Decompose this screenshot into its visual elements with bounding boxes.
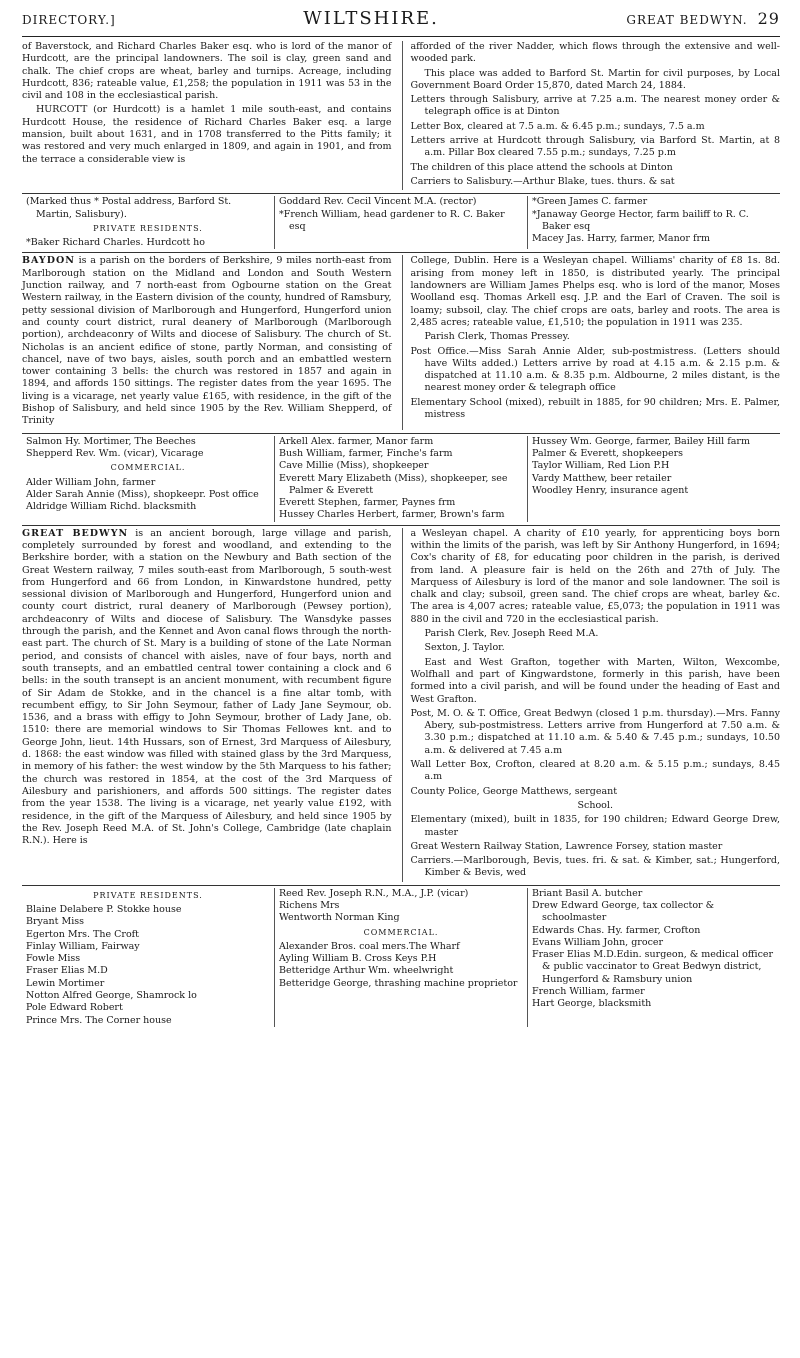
header-right bbox=[626, 9, 780, 28]
list-item: Ayling William B. Cross Keys P.H bbox=[279, 953, 437, 965]
baydon-residents bbox=[22, 436, 780, 522]
paragraph: afforded of the river Nadder, which flows through the extensive and well-wooded park. bbox=[410, 41, 780, 65]
divider bbox=[22, 433, 780, 434]
list-item: Blaine Delabere P. Stokke house bbox=[26, 904, 182, 915]
list-item: Evans William John, grocer bbox=[532, 936, 664, 948]
list-item: (Marked thus * Postal address, Barford St. Martin, Salisbury). bbox=[26, 196, 232, 220]
list-column bbox=[22, 888, 274, 1027]
list-item: Hart George, blacksmith bbox=[532, 998, 652, 1010]
paragraph: Post Office.—Miss Sarah Annie Alder, sub-postmistress. (Letters should have Wilts added.) Letters arrive by road at 4.15 a.m. & 2.15 p.m. & dispatched at 11.10 a.m. & 8.35 p.m. Aldbourne, 2 miles distant, is the nearest money order & telegraph office bbox=[410, 345, 780, 394]
list-item: Pole Edward Robert bbox=[26, 1002, 123, 1014]
great-bedwyn-residents bbox=[22, 888, 780, 1027]
section-baydon-left bbox=[22, 255, 392, 429]
list-item: Richens Mrs bbox=[279, 900, 340, 911]
list-item: Alder Sarah Annie (Miss), shopkeepr. Post office bbox=[26, 488, 259, 500]
divider bbox=[22, 252, 780, 253]
paragraph: Sexton, J. Taylor. bbox=[424, 642, 505, 654]
section-hurdcott bbox=[22, 41, 780, 190]
list-item: Goddard Rev. Cecil Vincent M.A. (rector) bbox=[279, 196, 477, 208]
list-item: Woodley Henry, insurance agent bbox=[532, 484, 689, 496]
list-item: Betteridge George, thrashing machine proprietor bbox=[279, 977, 518, 989]
paragraph: Letters through Salisbury, arrive at 7.25 a.m. The nearest money order & telegraph office is at Dinton bbox=[410, 94, 780, 118]
paragraph: Letter Box, cleared at 7.5 a.m. & 6.45 p.m.; sundays, 7.5 a.m bbox=[410, 120, 705, 132]
paragraph: HURCOTT (or Hurdcott) is a hamlet 1 mile south-east, and contains Hurdcott House, the residence of Richard Charles Baker esq. a large mansion, built about 1631, and in 1708 transferred to the Pitts family; it was restored and very much enlarged in 1809, and again in 1901, and from the terrace a considerable view is bbox=[22, 104, 392, 165]
header-county: WILTSHIRE. bbox=[303, 8, 439, 29]
paragraph-text: is an ancient borough, large village and parish, completely surrounded by forest and woodland, and extending to the Berkshire border, with a station on the Newbury and Bath section of the Great Western railway, 7 miles south-east from Marlborough, 5 south-west from Hungerford and 66 from London, in Kinwardstone hundred, petty sessional division of Marlborough and Hungerford, Hungerford union and county court district, rural deanery of Marlborough (Pewsey portion), archdeaconry of Wilts and diocese of Salisbury. The Wansdyke passes through the parish, and the Kennet and Avon canal flows through the north-east part. The church of St. Mary is a building of stone of the Late Norman period, and consists of chancel with aisles, nave of four bays, north and south transepts, and an embattled central tower containing a clock and 6 bells: in the south transept is an ancient monument, with recumbent figure of Sir Adam de Stokke, and in the chancel is a fine altar tomb, with recumbent effigy, to Sir John Seymour, father of Lady Jane Seymour, ob. 1536, and a brass with effigy to John Seymour, brother of Lady Jane, ob. 1510: there are memorial windows to Sir Thomas Fellowes knt. and to George John, lieut. 14th Hussars, son of Ernest, 3rd Marquess of Ailesbury, d. 1868: the east window was filled with stained glass by the 3rd Marquess, in memory of his father: the west window by the 5th Marquess to his father; the church was restored in 1854, at the cost of the 3rd Marquess of Ailesbury and parishioners, and affords 500 sittings. The register dates from the year 1538. The living is a vicarage, net yearly value £192, with residence, in the gift of the Marquess of Ailesbury, and held since 1905 by the Rev. Joseph Reed M.A. of St. John's College, Cambridge (late chaplain R.N.). Here is bbox=[22, 527, 392, 847]
list-item: Taylor William, Red Lion P.H bbox=[532, 460, 670, 472]
paragraph: Elementary School (mixed), rebuilt in 1885, for 90 children; Mrs. E. Palmer, mistress bbox=[410, 396, 780, 421]
paragraph-text: is a parish on the borders of Berkshire, 9 miles north-east from Marlborough station on the Midland and London and South Western Junction railway, and 7 north-east from Ogbourne station on the Great Western railway, in the Eastern division of the county, hundred of Ramsbury, petty sessional division of Marlborough and Hungerford, Hungerford union and county court district, rural deanery of Marlborough (Marlborough portion), archdeaconry of Wilts and diocese of Salisbury. The church of St. Nicholas is an ancient edifice of stone, partly Norman, and consisting of chancel, nave of two bays, aisles, south porch and an embattled western tower containing 3 bells: the church was restored in 1857 and again in 1894, and affords 150 sittings. The register dates from the year 1695. The living is a vicarage, net yearly value £165, with residence, in the gift of the Bishop of Salisbury, and held since 1905 by the Rev. William Shepperd, of Trinity bbox=[22, 255, 392, 427]
hurdcott-residents bbox=[22, 196, 780, 249]
section-great-bedwyn-right bbox=[402, 528, 781, 882]
place-name: GREAT BEDWYN bbox=[22, 527, 129, 539]
paragraph: Elementary (mixed), built in 1835, for 190 children; Edward George Drew, master bbox=[410, 814, 780, 838]
list-item: Notton Alfred George, Shamrock lo bbox=[26, 990, 197, 1002]
paragraph: Parish Clerk, Rev. Joseph Reed M.A. bbox=[424, 628, 599, 640]
list-item: Shepperd Rev. Wm. (vicar), Vicarage bbox=[26, 447, 204, 459]
list-item: Fraser Elias M.D bbox=[26, 965, 108, 977]
list-item: *French William, head gardener to R. C. Baker esq bbox=[279, 208, 505, 232]
page-header bbox=[22, 8, 780, 37]
paragraph: East and West Grafton, together with Marten, Wilton, Wexcombe, Wolfhall and part of Kingwardstone, formerly in this parish, have been formed into a civil parish, and will be found under the heading of East and West Grafton. bbox=[410, 656, 780, 705]
subheading: COMMERCIAL. bbox=[363, 927, 439, 937]
paragraph: a Wesleyan chapel. A charity of £10 yearly, for apprenticing boys born within the limits of the parish, was left by Sir Anthony Hungerford, in 1694; Cox's charity of £8, for educating poor children in the parish, is derived from land. A pleasure fair is held on the 26th and 27th of July. The Marquess of Ailesbury is lord of the manor and sole landowner. The soil is chalk and clay; subsoil, green sand. The chief crops are wheat, barley &c. The area is 4,007 acres; rateable value, £5,073; the population in 1911 was 880 in the civil and 720 in the ecclesiastical parish. bbox=[410, 527, 780, 625]
list-column bbox=[274, 888, 527, 1027]
list-item: Macey Jas. Harry, farmer, Manor frm bbox=[532, 233, 711, 245]
place-name: BAYDON bbox=[22, 255, 75, 267]
list-item: Salmon Hy. Mortimer, The Beeches bbox=[26, 435, 196, 447]
section-hurdcott-left bbox=[22, 41, 392, 190]
section-great-bedwyn bbox=[22, 528, 780, 882]
paragraph: Carriers.—Marlborough, Bevis, tues. fri. & sat. & Kimber, sat.; Hungerford, Kimber & Bevis, wed bbox=[410, 855, 780, 879]
list-item: Wentworth Norman King bbox=[279, 912, 400, 924]
list-item: Bush William, farmer, Finche's farm bbox=[279, 447, 453, 459]
section-hurdcott-right bbox=[402, 41, 781, 190]
list-column bbox=[527, 888, 780, 1027]
paragraph bbox=[22, 255, 392, 427]
subheading: COMMERCIAL. bbox=[110, 463, 186, 473]
paragraph: Letters arrive at Hurdcott through Salisbury, via Barford St. Martin, at 8 a.m. Pillar Box cleared 7.55 p.m.; sundays, 7.25 p.m bbox=[410, 135, 780, 159]
paragraph: Post, M. O. & T. Office, Great Bedwyn (closed 1 p.m. thursday).—Mrs. Fanny Abery, sub-postmistress. Letters arrive from Hungerford at 7.50 a.m. & 3.30 p.m.; dispatched at 11.10 a.m. & 5.40 & 7.45 p.m.; sundays, 10.50 a.m. & delivered at 7.45 a.m bbox=[410, 707, 780, 756]
list-item: *Baker Richard Charles. Hurdcott ho bbox=[26, 237, 205, 249]
paragraph: This place was added to Barford St. Martin for civil purposes, by Local Government Board Order 15,870, dated March 24, 1884. bbox=[410, 67, 780, 91]
list-item: Briant Basil A. butcher bbox=[532, 887, 643, 899]
list-item: Drew Edward George, tax collector & schoolmaster bbox=[532, 900, 715, 924]
directory-page bbox=[22, 8, 780, 1027]
paragraph: The children of this place attend the schools at Dinton bbox=[410, 161, 673, 173]
section-baydon bbox=[22, 255, 780, 429]
list-item: Lewin Mortimer bbox=[26, 977, 105, 989]
divider bbox=[22, 525, 780, 526]
list-item: Edwards Chas. Hy. farmer, Crofton bbox=[532, 924, 701, 936]
paragraph: College, Dublin. Here is a Wesleyan chapel. Williams' charity of £8 1s. 8d. arising from money left in 1850, is distributed yearly. The principal landowners are William James Phelps esq. who is lord of the manor, Moses Woolland esq. Thomas Arkell esq. J.P. and the Earl of Craven. The soil is loamy; subsoil, clay. The chief crops are oats, barley and roots. The area is 2,485 acres; rateable value, £1,510; the population in 1911 was 235. bbox=[410, 255, 780, 328]
paragraph bbox=[22, 528, 392, 848]
list-item: Everett Mary Elizabeth (Miss), shopkeeper, see Palmer & Everett bbox=[279, 472, 508, 496]
list-item: Prince Mrs. The Corner house bbox=[26, 1014, 172, 1026]
list-item: Hussey Charles Herbert, farmer, Brown's farm bbox=[279, 509, 505, 521]
divider bbox=[22, 193, 780, 194]
divider bbox=[22, 885, 780, 886]
section-great-bedwyn-left bbox=[22, 528, 392, 882]
list-item: Palmer & Everett, shopkeepers bbox=[532, 447, 684, 459]
list-item: Fowle Miss bbox=[26, 953, 81, 965]
page-number: 29 bbox=[757, 9, 780, 28]
subheading: PRIVATE RESIDENTS. bbox=[93, 890, 203, 900]
list-item: Vardy Matthew, beer retailer bbox=[532, 472, 672, 484]
list-item: Bryant Miss bbox=[26, 916, 85, 928]
list-item: Fraser Elias M.D.Edin. surgeon, & medical officer & public vaccinator to Great Bedwyn district, Hungerford & Ramsbury union bbox=[532, 949, 774, 985]
list-item: Alexander Bros. coal mers.The Wharf bbox=[279, 940, 460, 952]
list-item: Everett Stephen, farmer, Paynes frm bbox=[279, 497, 456, 509]
list-item: *Green James C. farmer bbox=[532, 196, 648, 208]
list-column bbox=[22, 436, 274, 522]
header-left: DIRECTORY.] bbox=[22, 13, 116, 27]
subheading: PRIVATE RESIDENTS. bbox=[93, 223, 203, 233]
list-column bbox=[274, 436, 527, 522]
list-item: Aldridge William Richd. blacksmith bbox=[26, 501, 197, 513]
list-item: *Janaway George Hector, farm bailiff to R. C. Baker esq bbox=[532, 208, 749, 232]
paragraph: Wall Letter Box, Crofton, cleared at 8.20 a.m. & 5.15 p.m.; sundays, 8.45 a.m bbox=[410, 759, 780, 783]
list-item: Reed Rev. Joseph R.N., M.A., J.P. (vicar) bbox=[279, 887, 469, 899]
list-item: French William, farmer bbox=[532, 986, 645, 998]
paragraph: Great Western Railway Station, Lawrence Forsey, station master bbox=[410, 840, 723, 852]
list-item: Betteridge Arthur Wm. wheelwright bbox=[279, 965, 454, 977]
list-item: Finlay William, Fairway bbox=[26, 940, 140, 952]
paragraph: Parish Clerk, Thomas Pressey. bbox=[424, 331, 570, 343]
subheading: School. bbox=[577, 799, 613, 811]
header-place: GREAT BEDWYN. bbox=[626, 13, 748, 27]
list-item: Hussey Wm. George, farmer, Bailey Hill farm bbox=[532, 435, 750, 447]
list-item: Arkell Alex. farmer, Manor farm bbox=[279, 435, 434, 447]
list-column bbox=[527, 196, 780, 249]
list-column bbox=[527, 436, 780, 522]
list-column bbox=[22, 196, 274, 249]
list-column bbox=[274, 196, 527, 249]
list-item: Egerton Mrs. The Croft bbox=[26, 928, 139, 940]
list-item: Cave Millie (Miss), shopkeeper bbox=[279, 460, 429, 472]
list-item: Alder William John, farmer bbox=[26, 476, 156, 488]
paragraph: County Police, George Matthews, sergeant bbox=[410, 785, 618, 797]
section-baydon-right bbox=[402, 255, 781, 429]
paragraph: of Baverstock, and Richard Charles Baker esq. who is lord of the manor of Hurdcott, are the principal landowners. The soil is clay, green sand and chalk. The chief crops are wheat, barley and turnips. Acreage, including Hurdcott, 836; rateable value, £1,258; the population in 1911 was 53 in the civil and 108 in the ecclesiastical parish. bbox=[22, 41, 392, 102]
paragraph: Carriers to Salisbury.—Arthur Blake, tues. thurs. & sat bbox=[410, 175, 675, 187]
